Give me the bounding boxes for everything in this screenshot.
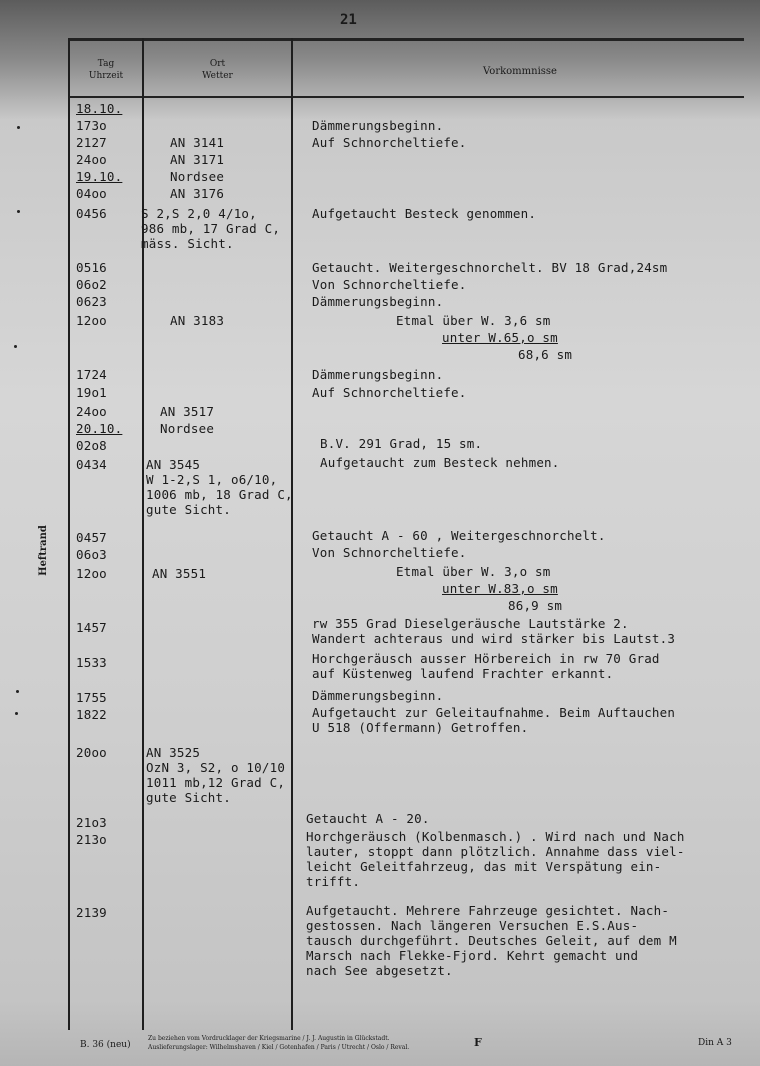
col-divider-1 [142, 38, 144, 1030]
time-cell: 24oo [76, 152, 107, 167]
margin-label-text: Heftrand [37, 525, 49, 576]
paper-format: Din A 3 [698, 1038, 732, 1048]
printer-note: Zu beziehen vom Vordrucklager der Kriegsmarine / J. J. Augustin in Glückstadt. Auslieferungslager: Wilhelmshaven / Kiel / Gotenhafen / Paris / Utrecht / Oslo / Reval. [148, 1035, 410, 1051]
header-place-weather [146, 58, 289, 82]
event-cell: Dämmerungsbeginn. [312, 118, 444, 133]
form-letter: F [474, 1036, 482, 1049]
event-cell: Aufgetaucht zum Besteck nehmen. [320, 455, 560, 470]
event-cell: Horchgeräusch ausser Hörbereich in rw 70 Grad auf Küstenweg laufend Frachter erkannt. [312, 651, 660, 681]
event-cell: Aufgetaucht Besteck genommen. [312, 206, 537, 221]
margin-label [38, 520, 62, 590]
place-cell: AN 3176 [170, 186, 225, 201]
time-cell: 1533 [76, 655, 107, 670]
left-border [68, 38, 70, 1030]
header-day-time [72, 58, 140, 82]
time-cell: 2139 [76, 905, 107, 920]
event-cell: unter W.83,o sm [442, 581, 558, 596]
event-cell: Etmal über W. 3,6 sm [396, 313, 551, 328]
page-number: 21 [340, 12, 357, 28]
margin-mark [15, 712, 18, 715]
event-cell: Auf Schnorcheltiefe. [312, 385, 467, 400]
time-cell: 0516 [76, 260, 107, 275]
time-cell: 18.10. [76, 101, 123, 116]
header-place: Ort [209, 59, 226, 69]
event-cell: 86,9 sm [508, 598, 563, 613]
time-cell: 06o2 [76, 277, 107, 292]
event-cell: 68,6 sm [518, 347, 573, 362]
time-cell: 213o [76, 832, 107, 847]
time-cell: 04oo [76, 186, 107, 201]
time-cell: 1457 [76, 620, 107, 635]
time-cell: 173o [76, 118, 107, 133]
margin-mark [16, 690, 19, 693]
time-cell: 2127 [76, 135, 107, 150]
header-weather: Wetter [202, 71, 233, 81]
event-cell: Etmal über W. 3,o sm [396, 564, 551, 579]
margin-mark [17, 210, 20, 213]
header-time: Uhrzeit [88, 71, 124, 81]
place-cell: AN 3545 W 1-2,S 1, o6/10, 1006 mb, 18 Grad C, gute Sicht. [146, 457, 293, 517]
time-cell: 06o3 [76, 547, 107, 562]
time-cell: 0456 [76, 206, 107, 221]
time-cell: 1822 [76, 707, 107, 722]
form-number: B. 36 (neu) [80, 1040, 131, 1050]
event-cell: Auf Schnorcheltiefe. [312, 135, 467, 150]
header-rule [68, 96, 744, 98]
time-cell: 1755 [76, 690, 107, 705]
event-cell: Von Schnorcheltiefe. [312, 545, 467, 560]
time-cell: 0434 [76, 457, 107, 472]
event-cell: Aufgetaucht zur Geleitaufnahme. Beim Auftauchen U 518 (Offermann) Getroffen. [312, 705, 676, 735]
place-cell: AN 3183 [170, 313, 225, 328]
margin-mark [17, 126, 20, 129]
event-cell: Dämmerungsbeginn. [312, 294, 444, 309]
event-cell: Getaucht A - 60 , Weitergeschnorchelt. [312, 528, 606, 543]
place-cell: AN 3525 OzN 3, S2, o 10/10 1011 mb,12 Grad C, gute Sicht. [146, 745, 286, 805]
time-cell: 12oo [76, 566, 107, 581]
header-events: Vorkommnisse [483, 66, 557, 77]
event-cell: Von Schnorcheltiefe. [312, 277, 467, 292]
time-cell: 19o1 [76, 385, 107, 400]
event-cell: Dämmerungsbeginn. [312, 367, 444, 382]
place-cell: S 2,S 2,0 4/1o, 986 mb, 17 Grad C, mäss. Sicht. [141, 206, 281, 251]
place-cell: AN 3141 [170, 135, 225, 150]
event-cell: unter W.65,o sm [442, 330, 558, 345]
event-cell: Aufgetaucht. Mehrere Fahrzeuge gesichtet. Nach- gestossen. Nach längeren Versuchen E.S.Aus- tausch durchgeführt. Deutsches Geleit, auf dem M Marsch nach Flekke-Fjord. Kehrt gemacht und nach See abgesetzt. [306, 903, 677, 978]
col-divider-2 [291, 38, 293, 1030]
place-cell: AN 3551 [152, 566, 207, 581]
place-cell: Nordsee [170, 169, 225, 184]
event-cell: rw 355 Grad Dieselgeräusche Lautstärke 2. Wandert achteraus und wird stärker bis Lautst.3 [312, 616, 676, 646]
header-day: Tag [97, 59, 115, 69]
event-cell: Getaucht A - 20. [306, 811, 430, 826]
event-cell: B.V. 291 Grad, 15 sm. [320, 436, 483, 451]
top-rule [68, 38, 744, 41]
time-cell: 20oo [76, 745, 107, 760]
event-cell: Horchgeräusch (Kolbenmasch.) . Wird nach und Nach lauter, stoppt dann plötzlich. Annahme dass viel- leicht Geleitfahrzeug, das mit Verspätung ein- trifft. [306, 829, 685, 889]
place-cell: Nordsee [160, 421, 215, 436]
place-cell: AN 3517 [160, 404, 215, 419]
event-cell: Getaucht. Weitergeschnorchelt. BV 18 Grad,24sm [312, 260, 668, 275]
time-cell: 1724 [76, 367, 107, 382]
time-cell: 24oo [76, 404, 107, 419]
time-cell: 0457 [76, 530, 107, 545]
time-cell: 12oo [76, 313, 107, 328]
margin-mark [14, 345, 17, 348]
time-cell: 02o8 [76, 438, 107, 453]
time-cell: 19.10. [76, 169, 123, 184]
time-cell: 0623 [76, 294, 107, 309]
time-cell: 21o3 [76, 815, 107, 830]
time-cell: 20.10. [76, 421, 123, 436]
event-cell: Dämmerungsbeginn. [312, 688, 444, 703]
place-cell: AN 3171 [170, 152, 225, 167]
